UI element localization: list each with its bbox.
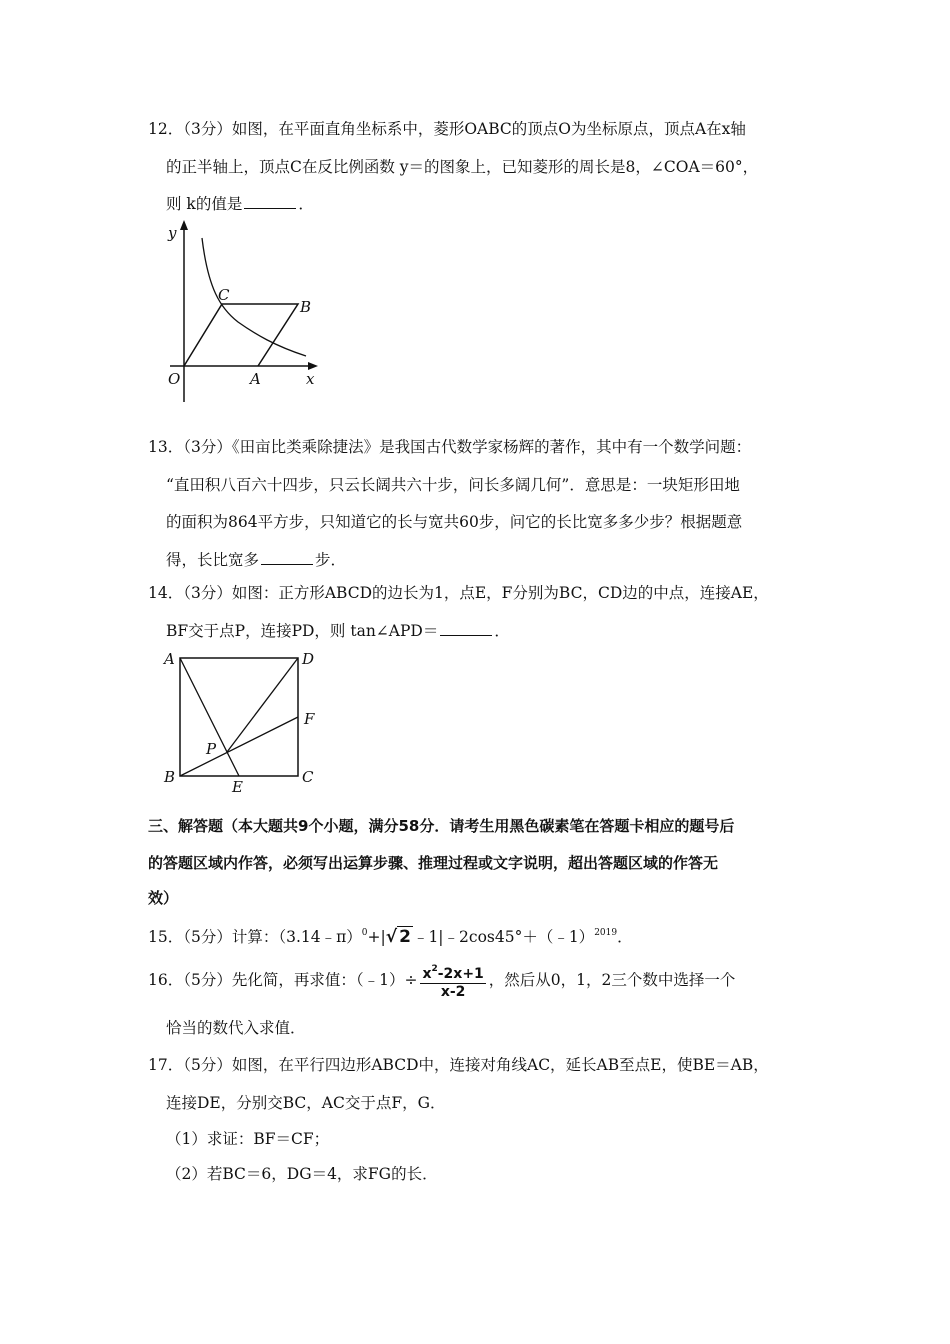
q14-line1: 14．（3分）如图：正方形ABCD的边长为1，点E，F分别为BC，CD边的中点，连接AE，: [148, 584, 769, 602]
q17-part2: （2）若BC＝6，DG＝4，求FG的长．: [166, 1165, 438, 1183]
q13-line4-end: 步．: [315, 551, 347, 569]
label-y: y: [168, 224, 177, 242]
x-axis-arrow: [308, 362, 318, 370]
label-F: F: [304, 710, 315, 728]
label-C: C: [218, 286, 230, 304]
section3-heading-line2: 的答题区域内作答，必须写出运算步骤、推理过程或文字说明，超出答题区域的作答无: [148, 854, 719, 872]
q14-answer-blank: [440, 621, 492, 636]
segment-BF: [180, 717, 298, 776]
q16-line2: 恰当的数代入求值．: [166, 1019, 306, 1037]
q17-part1: （1）求证：BF＝CF；: [166, 1130, 330, 1148]
q13-line4: [166, 549, 346, 571]
q15-exponent-0: 0: [361, 928, 368, 938]
q12-line2: 的正半轴上，顶点C在反比例函数 y＝的图象上，已知菱形的周长是8，∠COA＝60°，: [166, 158, 759, 176]
segment-AE: [180, 658, 239, 776]
q15-sqrt-value: 2: [399, 927, 411, 947]
label-A: A: [250, 370, 261, 388]
q15-sqrt: √ 2: [385, 927, 411, 947]
q16-line1: [148, 960, 735, 1001]
q13-line4-text: 得，长比宽多: [166, 551, 260, 569]
q17-line2: 连接DE，分别交BC，AC交于点F，G．: [166, 1094, 446, 1112]
q16-text-pre: 16．（5分）先化简，再求值：（﹣1）÷: [148, 971, 418, 989]
label-D: D: [302, 650, 315, 668]
q15-text-pre: 15．（5分）计算：（3.14﹣π）: [148, 928, 362, 946]
y-axis-arrow: [180, 220, 188, 230]
label-A: A: [164, 650, 175, 668]
label-C: C: [302, 768, 314, 786]
label-B: B: [300, 298, 312, 316]
label-O: O: [168, 370, 181, 388]
q16-text-post: ，然后从0，1，2三个数中选择一个: [488, 971, 736, 989]
q12-answer-blank: [244, 194, 296, 209]
q12-line3-end: ．: [298, 195, 314, 213]
q16-fraction-numerator: $x^2-2x+1$: [420, 961, 485, 984]
q15-abs-open: +|: [367, 928, 386, 946]
q14-line2-end: ．: [494, 622, 510, 640]
label-P: P: [206, 740, 217, 758]
q16-fraction: [420, 961, 485, 1001]
q13-line1: 13．（3分）《田亩比类乘除捷法》是我国古代数学家杨辉的著作，其中有一个数学问题：: [148, 438, 752, 456]
q14-figure: [160, 644, 330, 796]
q17-line1: 17．（5分）如图，在平行四边形ABCD中，连接对角线AC，延长AB至点E，使BE＝AB，: [148, 1056, 769, 1074]
q13-answer-blank: [261, 550, 313, 565]
q12-line1: 12．（3分）如图，在平面直角坐标系中，菱形OABC的顶点O为坐标原点，顶点A在x轴: [148, 120, 746, 138]
q12-line3: [166, 193, 314, 215]
label-x: x: [306, 370, 315, 388]
q15-text-post: ．: [617, 928, 633, 946]
q12-line3-text: 则 k的值是: [166, 195, 243, 213]
square-ABCD: [180, 658, 298, 776]
segment-PD: [227, 658, 298, 752]
label-E: E: [232, 778, 243, 796]
section3-heading-line1: 三、解答题（本大题共9个小题，满分58分．请考生用黑色碳素笔在答题卡相应的题号后: [148, 817, 735, 835]
q16-fraction-denominator: x-2: [440, 984, 466, 1000]
label-B: B: [164, 768, 176, 786]
section3-heading-line3: 效）: [148, 889, 179, 907]
q15-abs-close: ﹣1|﹣2cos45°＋（﹣1）: [412, 928, 595, 946]
q15-exponent-2019: 2019: [594, 928, 618, 938]
q13-line2: “直田积八百六十四步，只云长阔共六十步，问长多阔几何”．意思是：一块矩形田地: [166, 476, 740, 494]
rhombus-OABC: [184, 304, 298, 366]
q13-line3: 的面积为864平方步，只知道它的长与宽共60步，问它的长比宽多多少步？根据题意: [166, 513, 743, 531]
q15-line: [148, 922, 633, 948]
q12-figure: [160, 218, 330, 408]
q14-line2-text: BF交于点P，连接PD，则 tan∠APD＝: [166, 622, 439, 640]
q14-line2: [166, 620, 510, 642]
